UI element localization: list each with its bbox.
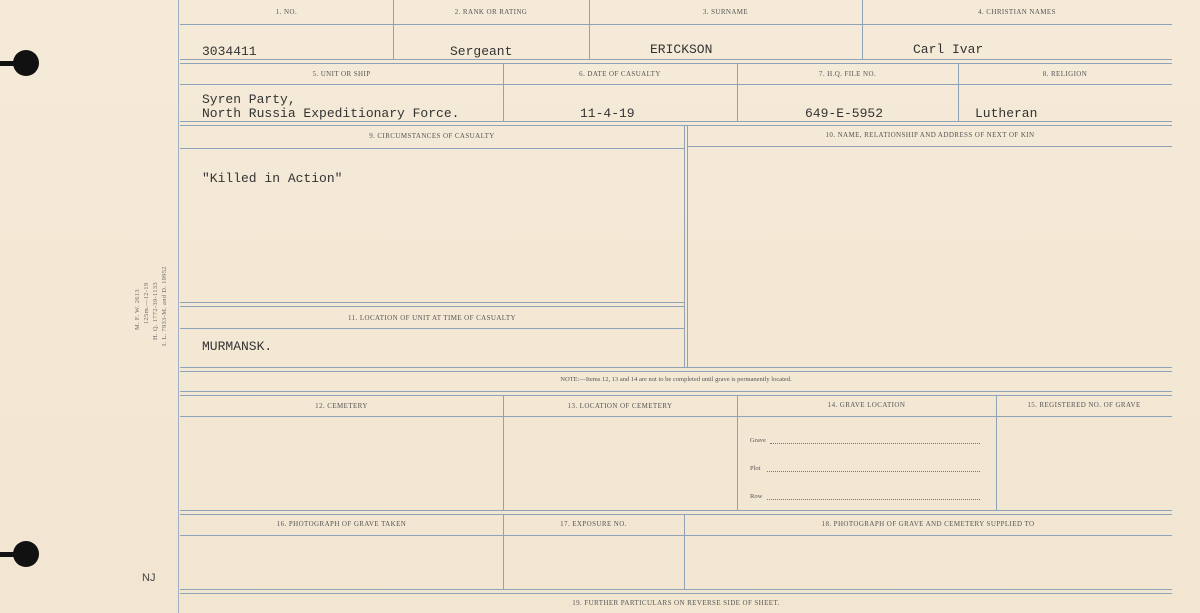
header-christian-names: 4. CHRISTIAN NAMES xyxy=(978,8,1056,16)
header-next-of-kin: 10. NAME, RELATIONSHIP AND ADDRESS OF NEXT OF KIN xyxy=(825,131,1035,139)
header-religion: 8. RELIGION xyxy=(1042,70,1088,78)
value-religion: Lutheran xyxy=(975,106,1038,121)
form-number-line2: 125m.—12-19 xyxy=(143,282,150,324)
note-text: NOTE:—Items 12, 13 and 14 are not to be completed until grave is permanently located. xyxy=(560,376,792,383)
plot-field-line xyxy=(767,471,980,472)
value-circumstances: "Killed in Action" xyxy=(202,171,343,186)
header-grave-location: 14. GRAVE LOCATION xyxy=(827,401,906,409)
header-exposure: 17. EXPOSURE NO. xyxy=(560,520,627,528)
value-unit-line1: Syren Party, xyxy=(202,92,296,107)
row-field-line xyxy=(767,499,980,500)
punch-hole-top xyxy=(13,50,39,76)
footer-further-particulars: 19. FURTHER PARTICULARS ON REVERSE SIDE OF SHEET. xyxy=(572,599,780,607)
header-no: 1. NO. xyxy=(275,8,298,16)
value-surname: ERICKSON xyxy=(650,42,713,57)
grave-field-line xyxy=(770,443,980,444)
value-unit-line2: North Russia Expeditionary Force. xyxy=(202,106,460,121)
header-surname: 3. SURNAME xyxy=(702,8,749,16)
header-photo-taken: 16. PHOTOGRAPH OF GRAVE TAKEN xyxy=(276,520,407,528)
form-number-line4: I. L. 7933-M. and D. 19952 xyxy=(161,266,168,346)
punch-hole-bottom xyxy=(13,541,39,567)
initials: NJ xyxy=(142,572,156,584)
header-circumstances: 9. CIRCUMSTANCES OF CASUALTY xyxy=(369,132,495,140)
header-cemetery-location: 13. LOCATION OF CEMETERY xyxy=(567,402,673,410)
grave-field-label: Grave xyxy=(750,437,766,444)
value-file: 649-E-5952 xyxy=(805,106,884,121)
header-cemetery: 12. CEMETERY xyxy=(315,402,368,410)
margin-line xyxy=(178,0,179,613)
plot-field-label: Plot xyxy=(750,465,761,472)
header-date: 6. DATE OF CASUALTY xyxy=(579,70,661,78)
value-location: MURMANSK. xyxy=(202,339,273,354)
form-number-line1: M. F. W. 2613 xyxy=(134,289,141,330)
header-location: 11. LOCATION OF UNIT AT TIME OF CASUALTY xyxy=(348,314,516,322)
header-file: 7. H.Q. FILE NO. xyxy=(818,70,877,78)
header-registered-no: 15. REGISTERED NO. OF GRAVE xyxy=(1027,401,1141,409)
value-christian-names: Carl Ivar xyxy=(913,42,984,57)
punch-hole-bottom-bar xyxy=(0,552,16,557)
punch-hole-top-bar xyxy=(0,61,16,66)
value-date: 11-4-19 xyxy=(580,106,635,121)
value-no: 3034411 xyxy=(202,44,257,59)
header-unit: 5. UNIT OR SHIP xyxy=(312,70,371,78)
row-field-label: Row xyxy=(750,493,763,500)
form-number-line3: H. Q. 1772-39-1133 xyxy=(152,282,159,340)
header-photo-supplied: 18. PHOTOGRAPH OF GRAVE AND CEMETERY SUPPLIED TO xyxy=(821,520,1035,528)
value-rank: Sergeant xyxy=(450,44,513,59)
header-rank: 2. RANK OR RATING xyxy=(454,8,528,16)
